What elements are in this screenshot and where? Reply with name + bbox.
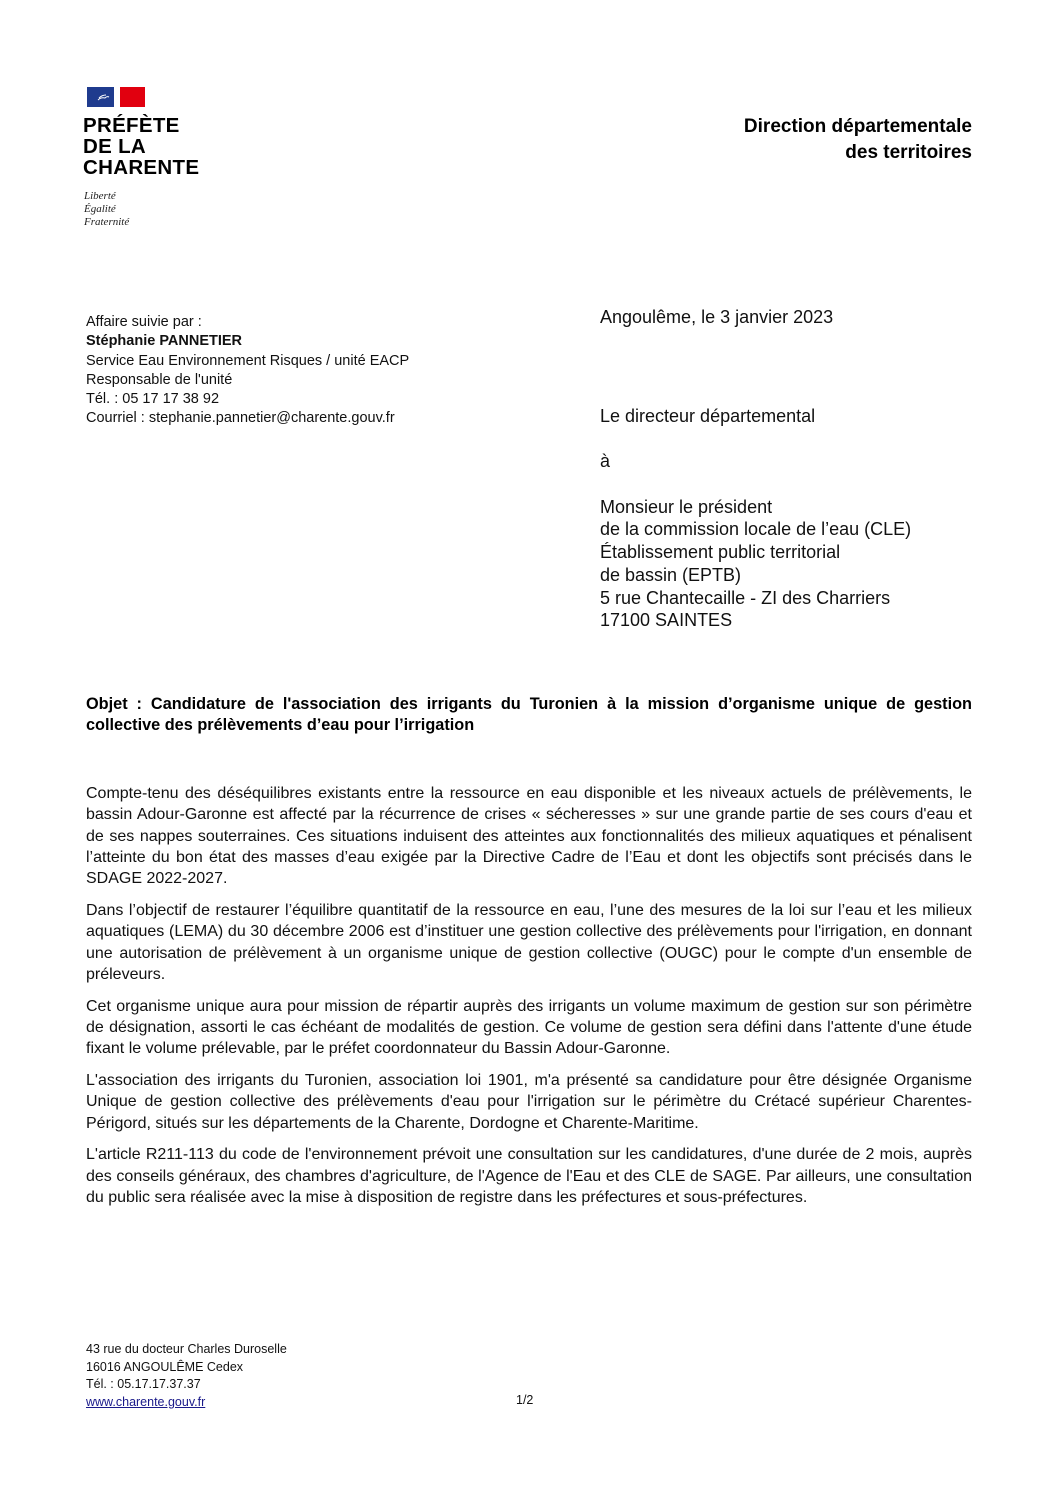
- recipient-line: Établissement public territorial: [600, 542, 841, 563]
- body-paragraph: Dans l’objectif de restaurer l’équilibre quantitatif de la ressource en eau, l’une des mesures de la loi sur l’eau et les milieux aquatiques (LEMA) du 30 décembre 2006 est d’instituer une gestion collective des prélèvements pour l'irrigation, en donnant une autorisation de prélèvement à un organisme unique de gestion collective (OUGC) pour le compte d'un ensemble de préleveurs.: [86, 901, 972, 983]
- recipient-line: 17100 SAINTES: [600, 610, 733, 631]
- contact-name: Stéphanie PANNETIER: [86, 333, 243, 350]
- recipient-line: de bassin (EPTB): [600, 564, 742, 585]
- logo-line: PRÉFÈTE: [83, 114, 180, 137]
- spacer: [600, 428, 911, 451]
- service-line-1: Direction départementale: [743, 116, 972, 137]
- footer-street: 43 rue du docteur Charles Duroselle: [86, 1342, 287, 1356]
- spacer: [600, 473, 911, 496]
- recipient-line: 5 rue Chantecaille - ZI des Charriers: [600, 587, 891, 608]
- footer-phone: Tél. : 05.17.17.37.37: [86, 1377, 201, 1391]
- body-paragraph: Compte-tenu des déséquilibres existants entre la ressource en eau disponible et les niveaux actuels de prélèvements, le bassin Adour-Garonne est affecté par la récurrence de crises « sécheresses » sur une grande partie de ses cours d'eau et de ses nappes souterraines. Ces situations induisent des atteintes aux fonctionnalités des milieux aquatiques et pénalisent l’atteinte du bon état des masses d’eau exigée par la Directive Cadre de l’Eau et dont les objectifs sont précisés dans le SDAGE 2022-2027.: [86, 785, 972, 888]
- devise-egalite: Égalité: [84, 203, 116, 215]
- sender: Le directeur départemental: [600, 406, 816, 426]
- recipient-line: Monsieur le président: [600, 496, 773, 517]
- contact-block: [86, 313, 409, 429]
- contact-phone: Tél. : 05 17 17 38 92: [86, 391, 220, 408]
- prefecture-name: [83, 115, 199, 178]
- website-link[interactable]: www.charente.gouv.fr: [86, 1394, 206, 1409]
- devise-fraternite: Fraternité: [84, 216, 130, 228]
- devise-liberte: Liberté: [84, 190, 116, 202]
- to-label: à: [600, 451, 611, 472]
- flag-blue-band: [87, 87, 114, 107]
- body-paragraph: Cet organisme unique aura pour mission de répartir auprès des irrigants un volume maximum de gestion sur son périmètre de désignation, assorti le cas échéant de modalités de gestion. Ce volume de gestion sera défini dans l'attente d'une étude fixant le volume prélevable, par le préfet coordonnateur du Bassin Adour-Garonne.: [86, 997, 972, 1058]
- contact-label: Affaire suivie par :: [86, 314, 202, 330]
- logo-line: DE LA: [83, 135, 146, 158]
- republic-flag-logo: [87, 87, 145, 107]
- body-paragraph: L'association des irrigants du Turonien, association loi 1901, m'a présenté sa candidature pour être désignée Organisme Unique de gestion collective des prélèvements d'eau pour l'irrigation sur le périmètre du Crétacé supérieur Charentes-Périgord, situés sur les départements de la Charente, Dordogne et Charente-Maritime.: [86, 1072, 972, 1132]
- recipient-block: [600, 405, 911, 632]
- footer-address: [86, 1341, 287, 1411]
- contact-role: Responsable de l'unité: [86, 371, 233, 388]
- body-paragraph: L'article R211-113 du code de l'environnement prévoit une consultation sur les candidatures, d'une durée de 2 mois, auprès des conseils généraux, des chambres d'agriculture, de l'Agence de l'Eau et des CLE de SAGE. Par ailleurs, une consultation du public sera réalisée avec la mise à disposition de registre dans les préfectures et sous-préfectures.: [86, 1146, 972, 1207]
- devise: [84, 190, 129, 229]
- letter-subject: Objet : Candidature de l'association des irrigants du Turonien à la mission d’organisme unique de gestion collective des prélèvements d’eau pour l’irrigation: [86, 695, 972, 734]
- contact-service: Service Eau Environnement Risques / unité EACP: [86, 352, 410, 369]
- marianne-icon: [96, 92, 110, 102]
- recipient-line: de la commission locale de l’eau (CLE): [600, 519, 912, 540]
- contact-email: Courriel : stephanie.pannetier@charente.gouv.fr: [86, 410, 395, 427]
- letter-body: [86, 783, 972, 1219]
- footer-city: 16016 ANGOULÊME Cedex: [86, 1359, 244, 1374]
- logo-line: CHARENTE: [83, 156, 200, 179]
- page-number: 1/2: [516, 1393, 534, 1407]
- service-header: [744, 114, 972, 166]
- flag-red-band: [120, 87, 145, 107]
- service-line-2: des territoires: [845, 142, 972, 163]
- letter-date: Angoulême, le 3 janvier 2023: [600, 307, 834, 327]
